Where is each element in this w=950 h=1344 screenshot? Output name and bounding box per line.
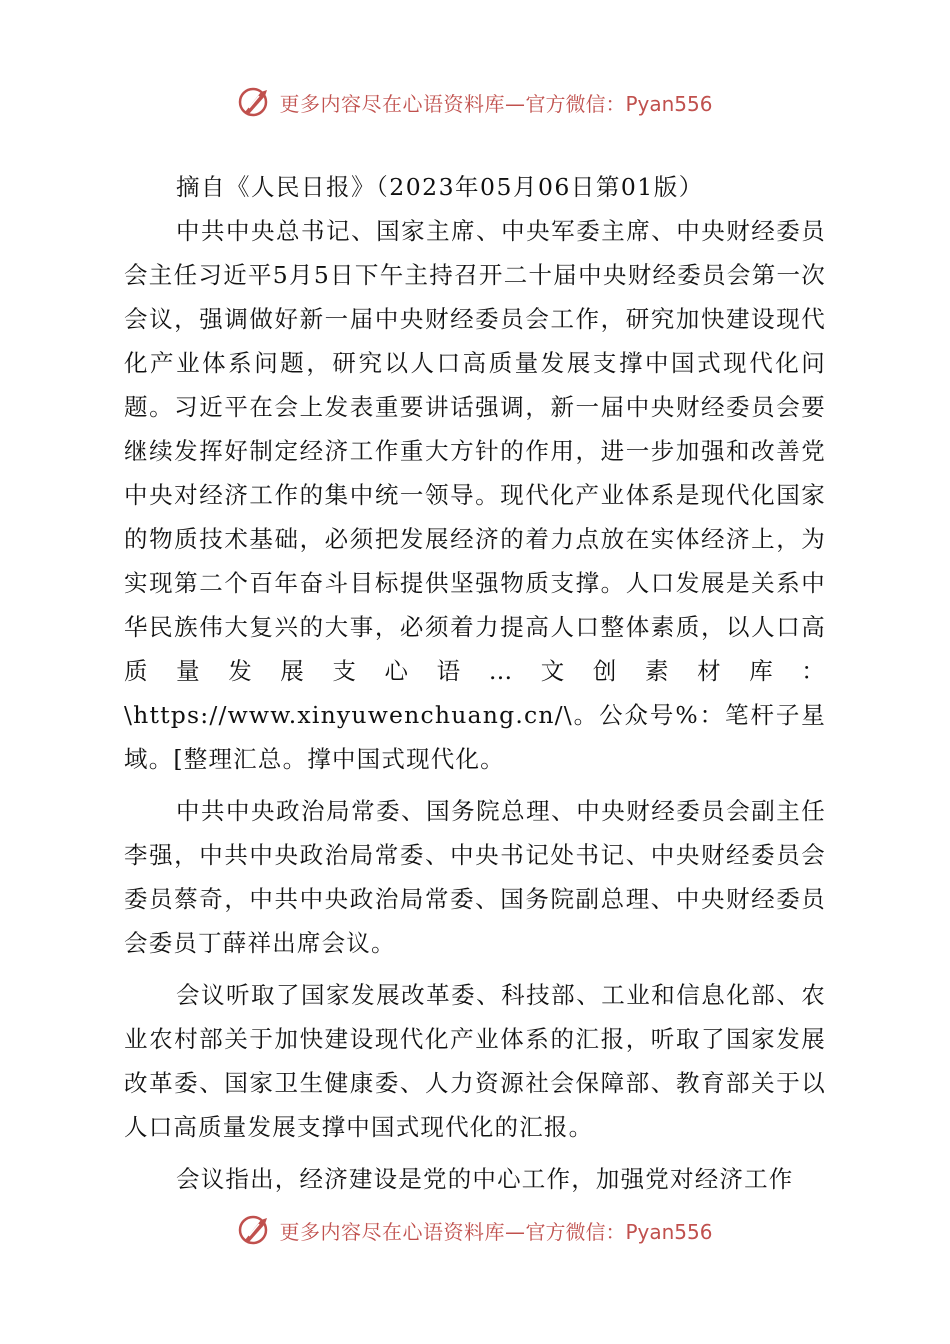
banner-wechat: 官方微信：Pyan556	[525, 91, 713, 116]
paragraph-3: 会议听取了国家发展改革委、科技部、工业和信息化部、农业农村部关于加快建设现代化产业体系的汇报，听取了国家发展改革委、国家卫生健康委、人力资源社会保障部、教育部关于以人口高质量发展支撑中国式现代化的汇报。	[124, 981, 826, 1141]
source-citation: 摘自《人民日报》（2023年05月06日第01版）	[176, 173, 704, 201]
banner-wechat: 官方微信：Pyan556	[525, 1219, 713, 1244]
paragraph-1: 中共中央总书记、国家主席、中央军委主席、中央财经委员会主任习近平5月5日下午主持召开二十届中央财经委员会第一次会议，强调做好新一届中央财经委员会工作，研究加快建设现代化产业体系问题，研究以人口高质量发展支撑中国式现代化问题。习近平在会上发表重要讲话强调，新一届中央财经委员会要继续发挥好制定经济工作重大方针的作用，进一步加强和改善党中央对经济工作的集中统一领导。现代化产业体系是现代化国家的物质技术基础，必须把发展经济的着力点放在实体经济上，为实现第二个百年奋斗目标提供坚强物质支撑。人口发展是关系中华民族伟大复兴的大事，必须着力提高人口整体素质，以人口高质量发展支心语…文创素材库：\https://www.xinyuwenchuang.cn/\。公众号%：笔杆子星域。[整理汇总。撑中国式现代化。	[124, 217, 826, 773]
banner-text: 更多内容尽在心语资料库—	[279, 91, 526, 116]
footer-watermark-banner	[0, 1210, 950, 1250]
header-watermark-banner	[0, 82, 950, 122]
paragraph-2: 中共中央政治局常委、国务院总理、中央财经委员会副主任李强，中共中央政治局常委、中央书记处书记、中央财经委员会委员蔡奇，中共中央政治局常委、国务院副总理、中央财经委员会委员丁薛祥出席会议。	[124, 797, 826, 957]
paragraph-4: 会议指出，经济建设是党的中心工作，加强党对经济工作	[176, 1165, 794, 1193]
quill-logo-icon	[237, 84, 273, 120]
document-body	[124, 165, 826, 1201]
quill-logo-icon	[237, 1212, 273, 1248]
banner-text: 更多内容尽在心语资料库—	[279, 1219, 526, 1244]
